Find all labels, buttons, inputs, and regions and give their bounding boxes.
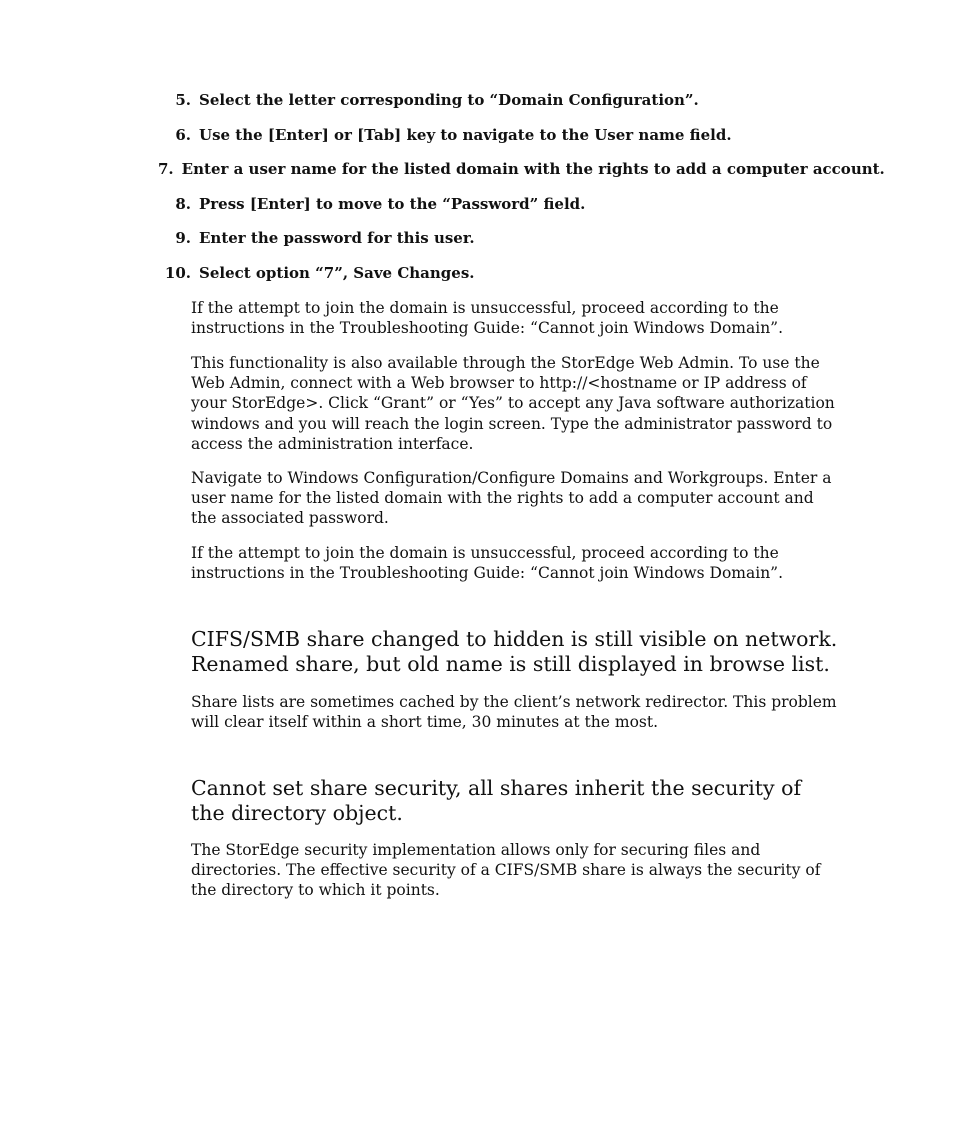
step-number: 10. <box>164 263 191 282</box>
step-number: 6. <box>175 125 191 144</box>
section-heading-hidden-share: CIFS/SMB share changed to hidden is still visible on network. Renamed share, but old name is still displayed in browse list. <box>191 627 838 676</box>
navigate-paragraph: Navigate to Windows Configuration/Configure Domains and Workgroups. Enter a user name for the listed domain with the rights to add a computer account and the associated password. <box>191 469 832 528</box>
step-text: Select option “7”, Save Changes. <box>199 263 475 282</box>
step-item <box>158 159 885 179</box>
section-body-hidden-share: Share lists are sometimes cached by the client’s network redirector. This problem will clear itself within a short time, 30 minutes at the most. <box>191 693 837 732</box>
section-body-share-security: The StorEdge security implementation allows only for securing files and directories. The effective security of a CIFS/SMB share is always the security of the directory to which it points. <box>191 841 821 900</box>
step-text: Enter a user name for the listed domain with the rights to add a computer account. <box>181 160 885 178</box>
procedure-steps-list <box>158 90 885 297</box>
step-text: Press [Enter] to move to the “Password” field. <box>199 194 586 213</box>
step-number: 5. <box>175 91 191 109</box>
web-admin-paragraph: This functionality is also available through the StorEdge Web Admin. To use the Web Admin, connect with a Web browser to http://<hostname or IP address of your StorEdge>. Click “Grant” or “Yes” to accept any Java software authorization windows and you will reach the login screen. Type the administrator password to access the administration interface. <box>191 354 835 453</box>
section-heading-share-security: Cannot set share security, all shares inherit the security of the directory object. <box>191 776 802 825</box>
step-item <box>158 228 848 248</box>
step-item <box>158 194 848 214</box>
step-number: 8. <box>175 194 191 213</box>
step-text: Select the letter corresponding to “Domain Configuration”. <box>199 91 699 109</box>
step-item <box>158 263 848 283</box>
step-item <box>158 125 848 145</box>
step-number: 9. <box>175 229 191 247</box>
step-text: Use the [Enter] or [Tab] key to navigate to the User name field. <box>199 125 732 144</box>
join-failure-paragraph-repeat: If the attempt to join the domain is unsuccessful, proceed according to the instructions in the Troubleshooting Guide: “Cannot join Windows Domain”. <box>191 544 784 583</box>
step-text: Enter the password for this user. <box>199 229 475 247</box>
join-failure-paragraph: If the attempt to join the domain is unsuccessful, proceed according to the instructions in the Troubleshooting Guide: “Cannot join Windows Domain”. <box>191 299 784 338</box>
step-item <box>158 90 848 110</box>
step-number: 7. <box>158 160 174 178</box>
